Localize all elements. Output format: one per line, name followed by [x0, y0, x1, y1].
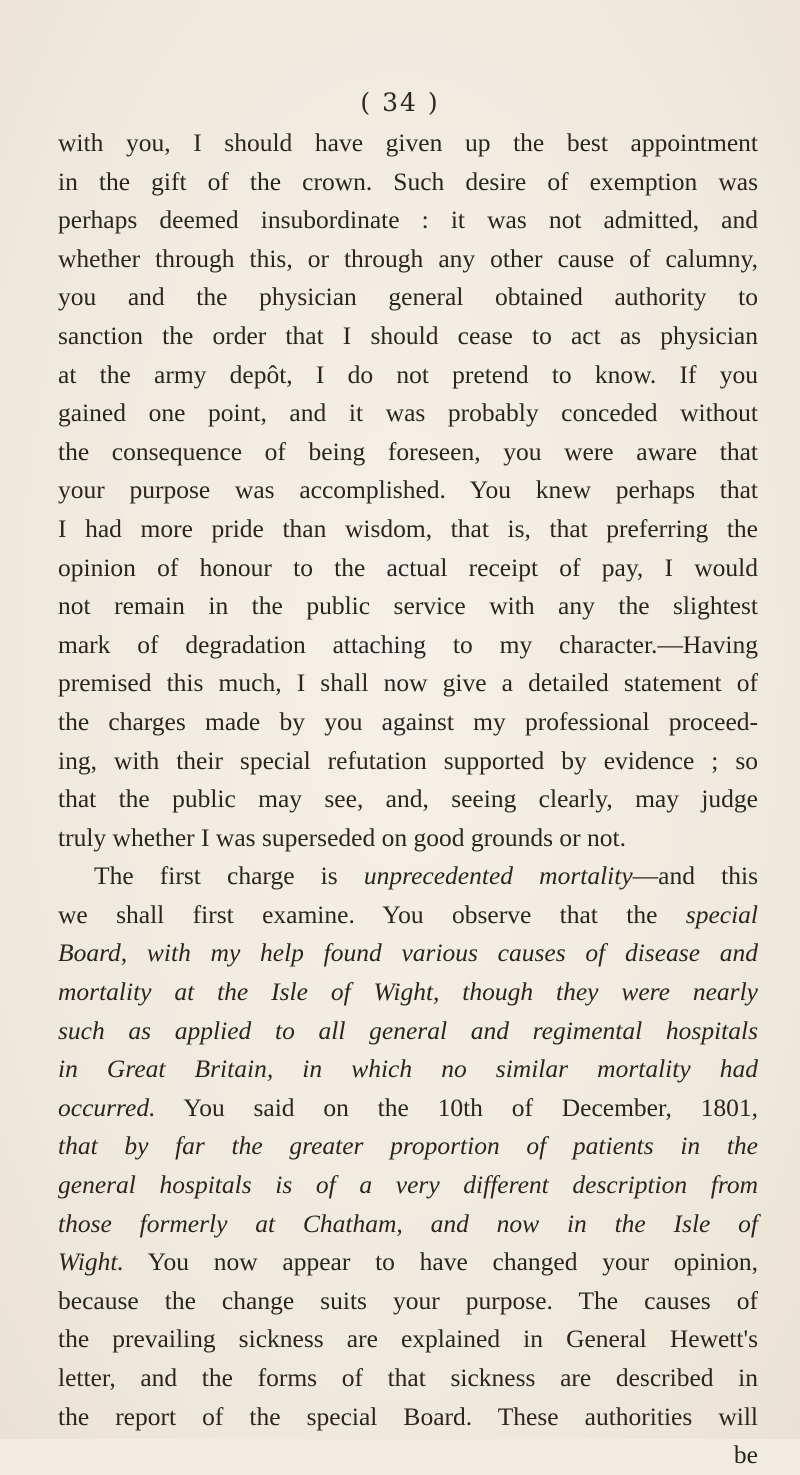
text-run: unprecedented mortality	[363, 861, 633, 891]
text-run: in Great Britain, in which no similar mortality had	[58, 1054, 758, 1084]
text-run: the consequence of being foreseen, you were aware that	[58, 436, 758, 466]
text-run: with you, I should have given up the best appointment	[58, 128, 758, 157]
text-line	[58, 587, 758, 626]
text-run: general hospitals is of a very different description from	[58, 1170, 758, 1200]
text-run: your purpose was accomplished. You knew perhaps that	[58, 475, 758, 505]
text-run: Board, with my help found various causes of disease and	[58, 938, 758, 968]
text-line	[58, 549, 758, 588]
text-line	[58, 973, 758, 1012]
text-run: in the gift of the crown. Such desire of exemption was	[58, 166, 758, 196]
text-run: the report of the special Board. These authorities will	[58, 1401, 758, 1431]
text-line	[58, 433, 758, 472]
text-line	[58, 1050, 758, 1089]
text-line	[58, 163, 758, 202]
text-line	[58, 1166, 758, 1205]
text-line	[58, 1398, 758, 1437]
text-line	[58, 1205, 758, 1244]
text-run: opinion of honour to the actual receipt of pay, I would	[58, 552, 758, 582]
text-run: not remain in the public service with any the slightest	[58, 591, 758, 621]
text-line	[58, 1282, 758, 1321]
text-run: you and the physician general obtained authority to	[58, 282, 758, 312]
text-line	[58, 124, 758, 163]
text-line	[58, 664, 758, 703]
text-run: letter, and the forms of that sickness are described in	[58, 1363, 758, 1392]
text-line	[58, 201, 758, 240]
catchword	[58, 1436, 758, 1475]
text-line	[58, 819, 758, 858]
text-run: such as applied to all general and regimental hospitals	[58, 1015, 758, 1045]
text-run: truly whether I was superseded on good grounds or not.	[58, 822, 626, 852]
text-run: sanction the order that I should cease to act as physician	[58, 320, 758, 350]
body-text	[58, 124, 758, 1475]
text-run: be	[733, 1440, 758, 1470]
text-line	[58, 240, 758, 279]
text-run: whether through this, or through any other cause of calumny,	[58, 243, 758, 273]
text-line	[58, 394, 758, 433]
text-line	[58, 1089, 758, 1128]
text-run: the prevailing sickness are explained in General Hewett's	[58, 1324, 758, 1354]
text-run: gained one point, and it was probably conceded without	[58, 398, 758, 428]
text-line	[58, 626, 758, 665]
text-line	[58, 1127, 758, 1166]
text-run: at the army depôt, I do not pretend to know. If you	[58, 359, 758, 389]
page-number: ( 34 )	[360, 88, 440, 117]
text-run: we shall first examine. You observe that the	[58, 899, 686, 929]
text-line	[58, 703, 758, 742]
text-run: —and this	[632, 861, 758, 891]
text-run: occurred.	[58, 1092, 156, 1122]
text-run: premised this much, I shall now give a detailed statement of	[58, 668, 758, 698]
text-line	[58, 317, 758, 356]
text-run: ing, with their special refutation supported by evidence ; so	[58, 745, 758, 775]
text-run: Wight.	[58, 1247, 124, 1277]
text-run: You said on the 10th of December, 1801,	[155, 1092, 758, 1122]
text-line	[58, 510, 758, 549]
text-line	[58, 278, 758, 317]
text-run: mortality at the Isle of Wight, though they were nearly	[58, 977, 758, 1007]
text-line	[58, 857, 758, 896]
text-line	[58, 742, 758, 781]
text-run: because the change suits your purpose. The causes of	[58, 1285, 758, 1315]
text-run: mark of degradation attaching to my character.—Having	[58, 629, 758, 659]
text-run: that the public may see, and, seeing clearly, may judge	[58, 784, 758, 814]
text-line	[58, 471, 758, 510]
text-line	[58, 896, 758, 935]
text-run: I had more pride than wisdom, that is, that preferring the	[58, 513, 758, 543]
text-line	[58, 1012, 758, 1051]
text-run: special	[685, 899, 758, 929]
text-line	[58, 934, 758, 973]
text-line	[58, 1320, 758, 1359]
text-line	[58, 1359, 758, 1398]
text-run: You now appear to have changed your opinion,	[123, 1247, 758, 1277]
text-line	[58, 356, 758, 395]
text-run: that by far the greater proportion of patients in the	[58, 1131, 758, 1161]
text-run: The first charge is	[94, 861, 364, 891]
text-line	[58, 780, 758, 819]
text-run: the charges made by you against my professional proceed-	[58, 706, 758, 736]
text-run: those formerly at Chatham, and now in the Isle of	[58, 1208, 758, 1238]
text-run: perhaps deemed insubordinate : it was not admitted, and	[58, 205, 758, 235]
text-line	[58, 1243, 758, 1282]
